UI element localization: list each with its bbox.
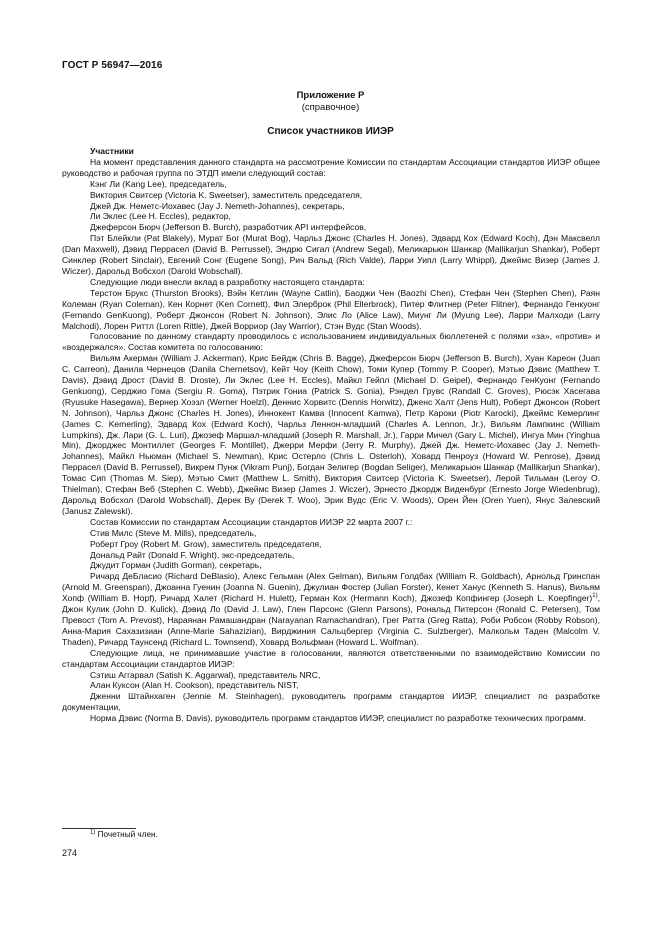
liaison-line: Алан Куксон (Alan H. Cookson), представитель NIST, (90, 680, 299, 691)
members-paragraph: Пэт Блейкли (Pat Blakely), Мурат Бог (Murat Bog), Чарльз Джонс (Charles H. Jones), Эдвард Кох (Edward Koch), Дэн Максвелл (Dan Maxwell), Дэвид Перрасел (David B. Perrussel), Эндрю Сигал (Andrew Segal), Меликарьюн Шанкар (Mallikarjun Shankar), Роберт Синклер (Robert Sinclair), Евгений Сонг (Eugene Song), Рич Вальд (Rich Valde), Ларри Уипл (Larry Whippl), Джеймс Визер (James J. Wiczer), Дарольд Вобсхол (Darold Wobschall). (62, 233, 600, 276)
board-members-part-b: , Джон Кулик (John D. Kulick), Дэвид Ло (David J. Law), Глен Парсонс (Glenn Parsons), Рональд Питерсон (Ronald C. Petersen), Том Превост (Tom A. Prevost), Нараянан Рамашандран (Narayanan Ramachandran), Грег Ратта (Greg Ratta), Роби Робсон (Robby Robson), Анна-Мария Сахазизиан (Anne-Marie Sahazizian), Вирджиния Сальцбергер (Virginia C. Sulzberger), Малкольм Таден (Malcolm V. Thaden), Ричард Таунсенд (Richard L. Townsend), Ховард Вольфман (Howard L. Wolfman). (62, 593, 600, 647)
board-officer-line: Джудит Горман (Judith Gorman), секретарь, (90, 560, 262, 571)
board-members-part-a: Ричард ДеБласио (Richard DeBlasio), Алекс Гельман (Alex Gelman), Вильям Голдбах (William R. Goldbach), Арнольд Гринспан (Arnold M. Greenspan), Джоанна Гуенин (Joanna N. Guenin), Джулиан Фостер (Julian Forster), Кенет Ханус (Kenneth S. Hanus), Вильям Хопф (William B. Hopf), Ричард Халет (Richard H. Hulett), Герман Кох (Hermann Koch), Джозеф Копфингер (Joseph L. Koepfinger) (62, 571, 600, 604)
board-officer-line: Стив Милс (Steve M. Mills), председатель, (90, 527, 257, 538)
contributors-paragraph: Терстон Брукс (Thurston Brooks), Вэйн Кетлин (Wayne Catlin), Баоджи Чен (Baozhi Chen), Стефан Чен (Stephen Chen), Раян Колеман (Ryan Coleman), Кен Корнет (Ken Cornett), Фил Элерброк (Phil Ellerbrock), Питер Флитнер (Peter Flitner), Фернандо Генкуонг (Fernando GenKuong), Роберт Джонсон (Robert N. Johnson), Элис Ло (Alice Law), Миунг Ли (Myung Lee), Ларри Малходи (Larry Malchodi), Лорен Риттл (Loren Rittle), Джей Ворриор (Jay Warrior), Стэн Вудс (Stan Woods). (62, 287, 600, 331)
board-officer-line: Роберт Гроу (Robert M. Grow), заместитель председателя, (90, 538, 322, 549)
ballot-intro: Голосование по данному стандарту проводилось с использованием индивидуальных бюллетеней с полями «за», «против» и «воздержался». Состав комитета по голосованию: (62, 331, 600, 353)
staff-paragraph: Норма Дэвис (Norma B. Davis), руководитель программ стандартов ИИЭР, специалист по разработке технических программ. (90, 713, 586, 724)
section-heading: Участники (90, 146, 134, 156)
appendix-heading (0, 90, 661, 114)
liaison-line: Сэтиш Аггарвал (Satish K. Aggarwal), представитель NRC, (90, 669, 321, 680)
appendix-title: Приложение Р (296, 90, 365, 101)
page-number: 274 (62, 848, 78, 858)
footnote-text: Почетный член. (97, 830, 158, 839)
officer-line: Джеферсон Бюрч (Jefferson B. Burch), разработчик API интерфейсов, (90, 222, 367, 233)
footnote (90, 830, 158, 839)
document-body (62, 146, 600, 724)
officer-line: Виктория Свитсер (Victoria K. Sweetser), заместитель председателя, (90, 189, 363, 200)
board-intro: Состав Комиссии по стандартам Ассоциации стандартов ИИЭР 22 марта 2007 г.: (90, 516, 413, 527)
officer-line: Джей Дж. Неметс-Иохавес (Jay J. Nemeth-Johannes), секретарь, (90, 200, 345, 211)
staff-paragraph: Дженни Штайнхаген (Jennie M. Steinhagen), руководитель программ стандартов ИИЭР, специалист по разработке документации, (62, 691, 600, 713)
board-officer-line: Дональд Райт (Donald F. Wright), экс-председатель, (90, 549, 295, 560)
intro-paragraph: На момент представления данного стандарта на рассмотрение Комиссии по стандартам Ассоциации стандартов ИИЭР общее руководство и рабочая группа по ЭТДП имели следующий состав: (62, 156, 600, 178)
document-title: Список участников ИИЭР (267, 126, 394, 137)
officer-line: Ли Эклес (Lee H. Eccles), редактор, (90, 211, 231, 222)
voters-paragraph: Вильям Акерман (William J. Ackerman), Крис Бейдж (Chris B. Bagge), Джеферсон Бюрч (Jefferson B. Burch), Хуан Кареон (Juan C. Carreon), Данила Чернецов (Danila Chernetsov), Кейт Чоу (Keith Chow), Томи Купер (Tommy P. Cooper), Мэтью Дэвис (Matthew T. Davis), Дэвид Дрост (David B. Droste), Ли Эклес (Lee H. Eccles), Майкл Гейпл (Michael D. Geipel), Фернандо ГенКуонг (Fernando Genkuong), Серджио Гома (Sergiu R. Goma), Пэтрик Гониа (Patrick S. Gonia), Рэндел Грувс (Randall C. Groves), Рюсэк Хасегава (Ryusuke Hasegawa), Вернер Хоэзл (Werner Hoelzl), Деннис Хорвитс (Dennis Horwitz), Дженс Халт (Jens Hult), Роберт Джонсон (Robert N. Johnson), Чарльз Джонс (Charles H. Jones), Иннокент Камва (Innocent Kamwa), Петр Кароки (Piotr Karocki), Джеймс Кемерлинг (James C. Kemerling), Эдвард Кох (Edward Koch), Чарльз Леннон-младший (Charles A. Lennon, Jr.), Вильям Лампкинс (William Lumpkins), Дж. Лари (G. L. Luri), Джозеф Маршал-младший (Joseph R. Marshall, Jr.), Гарри Мичел (Gary L. Michel), Ингуа Мин (Yinghua Min), Джорджес Монтиллет (Georges F. Montillet), Джерри Мерфи (Jerry R. Murphy), Джей Дж. Неметс-Иохавес (Jay J. Nemeth-Johannes), Майкл Ньюман (Michael S. Newman), Крис Остерло (Chris L. Osterloh), Ховард Пенроуз (Howard W. Penrose), Дэвид Перрасел (David B. Perrussel), Викрем Пунж (Vikram Punj), Богдан Зелигер (Bogdan Seliger), Меликарьюн Шанкар (Mallikarjun Shankar), Томас Сип (Thomas M. Siep), Мэтью Смит (Matthew L. Smith), Виктория Свитсер (Victoria K. Sweetser), Лерой Тильман (Leroy O. Thielman), Стефан Веб (Stephen C. Webb), Джеймс Визер (James J. Wiczer), Эрнесто Джордж Виденбург (Ernesto Jorge Wiedenbrug), Дарольд Вобсхол (Darold Wobschall), Дерек Ву (Derek T. Woo), Эрик Вудс (Eric V. Woods), Орен Йен (Oren Yuen), Янус Залевский (Janusz Zalewski). (62, 353, 600, 516)
contributors-intro: Следующие люди внесли вклад в разработку настоящего стандарта: (90, 276, 365, 287)
standard-header: ГОСТ Р 56947—2016 (62, 60, 163, 71)
appendix-subtitle: (справочное) (301, 102, 360, 113)
liaisons-intro: Следующие лица, не принимавшие участие в голосовании, являются ответственными по взаимодействию Комиссии по стандартам Ассоциации стандартов ИИЭР: (62, 647, 600, 669)
footnote-mark: 1) (90, 829, 96, 836)
officer-line: Кэнг Ли (Kang Lee), председатель, (90, 178, 227, 189)
footnote-divider (62, 828, 136, 829)
board-members-paragraph (62, 571, 600, 647)
footnote-reference: 1) (592, 593, 598, 600)
